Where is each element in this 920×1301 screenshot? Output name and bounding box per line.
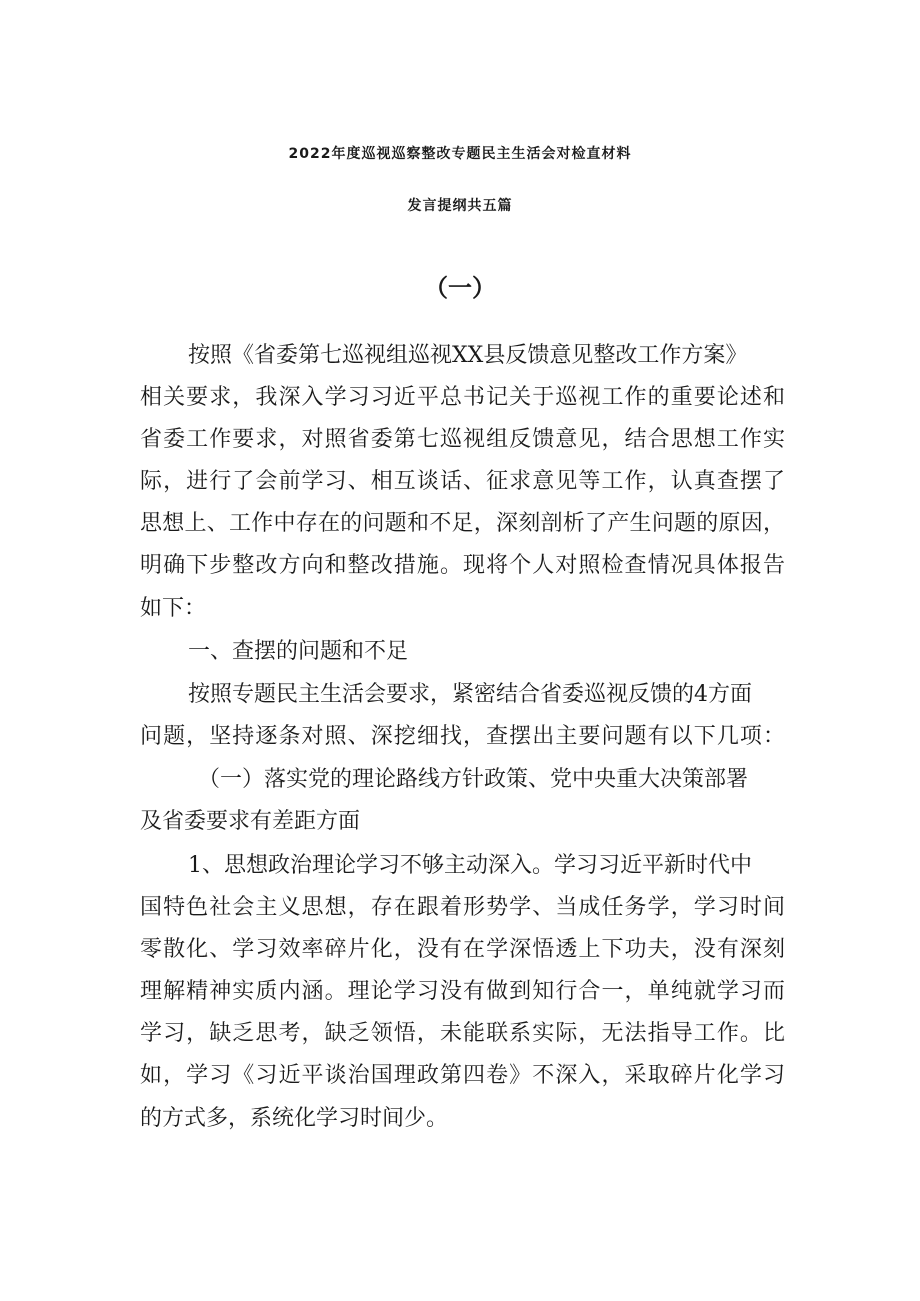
subsection-heading: （一）落实党的理论路线方针政策、党中央重大决策部署 <box>198 767 749 792</box>
paragraph-line: 1、思想政治理论学习不够主动深入。学习习近平新时代中 <box>188 853 752 878</box>
paragraph-line: 的方式多，系统化学习时间少。 <box>140 1106 449 1131</box>
paragraph-line: 零散化、学习效率碎片化，没有在学深悟透上下功夫，没有深刻 <box>140 937 785 962</box>
document-title-line-1: 2022年度巡视巡察整改专题民主生活会对检直材料 <box>288 146 632 162</box>
paragraph-line: 如下： <box>140 596 207 621</box>
paragraph-line: 际，进行了会前学习、相互谈话、征求意见等工作，认真查摆了 <box>140 469 785 494</box>
paragraph-line: 省委工作要求，对照省委第七巡视组反馈意见，结合思想工作实 <box>140 427 785 452</box>
paragraph-line: 如，学习《习近平谈治国理政第四卷》不深入，采取碎片化学习 <box>140 1063 785 1088</box>
paragraph-line: 按照专题民主生活会要求，紧密结合省委巡视反馈的4方面 <box>188 682 752 707</box>
paragraph-line: 国特色社会主义思想，存在跟着形势学、当成任务学，学习时间 <box>140 895 785 920</box>
paragraph-line: 明确下步整改方向和整改措施。现将个人对照检查情况具体报告 <box>140 553 785 578</box>
paragraph-line: 理解精神实质内涵。理论学习没有做到知行合一，单纯就学习而 <box>140 979 785 1004</box>
section-number: （一） <box>424 274 496 302</box>
document-title-line-2: 发言提纲共五篇 <box>407 198 513 214</box>
paragraph-line: 相关要求，我深入学习习近平总书记关于巡视工作的重要论述和 <box>140 385 785 410</box>
paragraph-line: 学习，缺乏思考，缺乏领悟，未能联系实际，无法指导工作。比 <box>140 1021 785 1046</box>
paragraph-line: 问题，坚持逐条对照、深挖细找，查摆出主要问题有以下几项： <box>140 724 785 749</box>
paragraph-line: 思想上、工作中存在的问题和不足，深刻剖析了产生问题的原因， <box>140 511 785 536</box>
subsection-heading: 及省委要求有差距方面 <box>140 809 361 834</box>
paragraph-line: 按照《省委第七巡视组巡视XX县反馈意见整改工作方案》 <box>188 343 748 368</box>
section-heading: 一、查摆的问题和不足 <box>188 639 409 664</box>
